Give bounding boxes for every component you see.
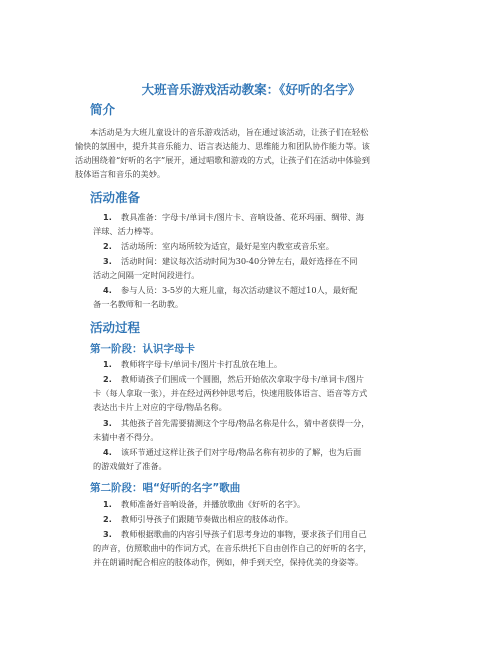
prep-heading: 活动准备 xyxy=(90,190,141,205)
process-heading: 活动过程 xyxy=(90,320,141,335)
stage2-item-line: 教师根据歌曲的内容引导孩子们思考身边的事物，要求孩子们用自己 xyxy=(121,529,367,539)
prep-item-number: 4. xyxy=(103,285,112,295)
stage1-item-line: 表达出卡片上对应的字母/物品名称。 xyxy=(93,402,227,412)
intro-line: 本活动是为大班儿童设计的音乐游戏活动，旨在通过该活动，让孩子们在轻松 xyxy=(90,127,369,137)
intro-heading: 简介 xyxy=(90,102,116,117)
intro-line: 愉快的氛围中，提升其音乐能力、语言表达能力、思维能力和团队协作能力等。该 xyxy=(75,141,370,151)
intro-line: 肢体语言和音乐的美妙。 xyxy=(75,169,166,179)
stage1-item-number: 4. xyxy=(103,447,112,457)
stage1-item-line: 教师请孩子们围成一个圆圈，然后开始依次拿取字母卡/单词卡/图片 xyxy=(121,374,364,384)
stage1-item-line: 的游戏做好了准备。 xyxy=(93,461,167,471)
prep-item-line: 教具准备：字母卡/单词卡/图片卡、音响设备、花环玛丽、绸带、海 xyxy=(121,212,364,222)
prep-item-number: 1. xyxy=(103,212,112,222)
prep-item-line: 参与人员：3-5岁的大班儿童，每次活动建议不超过10人，最好配 xyxy=(121,285,358,295)
prep-item-line: 备一名教师和一名助教。 xyxy=(93,299,184,309)
prep-item-number: 2. xyxy=(103,241,112,251)
stage2-item-line: 并在朗诵时配合相应的肢体动作，例如，伸手到天空，保持优美的身姿等。 xyxy=(93,557,364,567)
prep-item-line: 洋球、活力棒等。 xyxy=(93,226,159,236)
prep-item-line: 活动场所：室内场所较为适宜，最好是室内教室或音乐室。 xyxy=(121,241,334,251)
stage1-item-number: 1. xyxy=(103,359,112,369)
stage1-item-number: 2. xyxy=(103,374,112,384)
stage2-heading: 第二阶段：唱“好听的名字”歌曲 xyxy=(90,482,241,494)
stage1-item-line: 其他孩子首先需要猜测这个字母/物品名称是什么，猜中者获得一分， xyxy=(121,418,370,428)
stage1-item-line: 该环节通过这样让孩子们对字母/物品名称有初步的了解，也为后面 xyxy=(121,447,362,457)
stage1-item-number: 3. xyxy=(103,418,112,428)
stage1-item-line: 未猜中者不得分。 xyxy=(93,432,159,442)
stage2-item-number: 2. xyxy=(103,514,112,524)
stage2-item-line: 教师引导孩子们跟随节奏做出相应的肢体动作。 xyxy=(121,514,293,524)
stage2-item-number: 3. xyxy=(103,529,112,539)
prep-item-line: 活动之间隔一定时间段进行。 xyxy=(93,270,200,280)
stage2-item-number: 1. xyxy=(103,499,112,509)
intro-line: 活动围绕着“好听的名字”展开，通过唱歌和游戏的方式，让孩子们在活动中体验到 xyxy=(75,155,370,165)
prep-item-number: 3. xyxy=(103,256,112,266)
prep-item-line: 活动时间：建议每次活动时间为30-40分钟左右，最好选择在不同 xyxy=(121,256,358,266)
stage1-heading: 第一阶段：认识字母卡 xyxy=(90,343,195,355)
document-title: 大班音乐游戏活动教案：《好听的名字》 xyxy=(141,82,361,97)
stage1-item-line: 卡（每人拿取一张），并在经过两秒钟思考后，快速用肢体语言、语音等方式 xyxy=(93,388,368,398)
stage2-item-line: 的声音，仿照歌曲中的作词方式，在音乐烘托下自由创作自己的好听的名字， xyxy=(93,543,372,553)
stage2-item-line: 教师准备好音响设备，并播放歌曲《好听的名字》。 xyxy=(121,499,306,509)
stage1-item-line: 教师将字母卡/单词卡/图片卡打乱放在地上。 xyxy=(121,359,283,369)
